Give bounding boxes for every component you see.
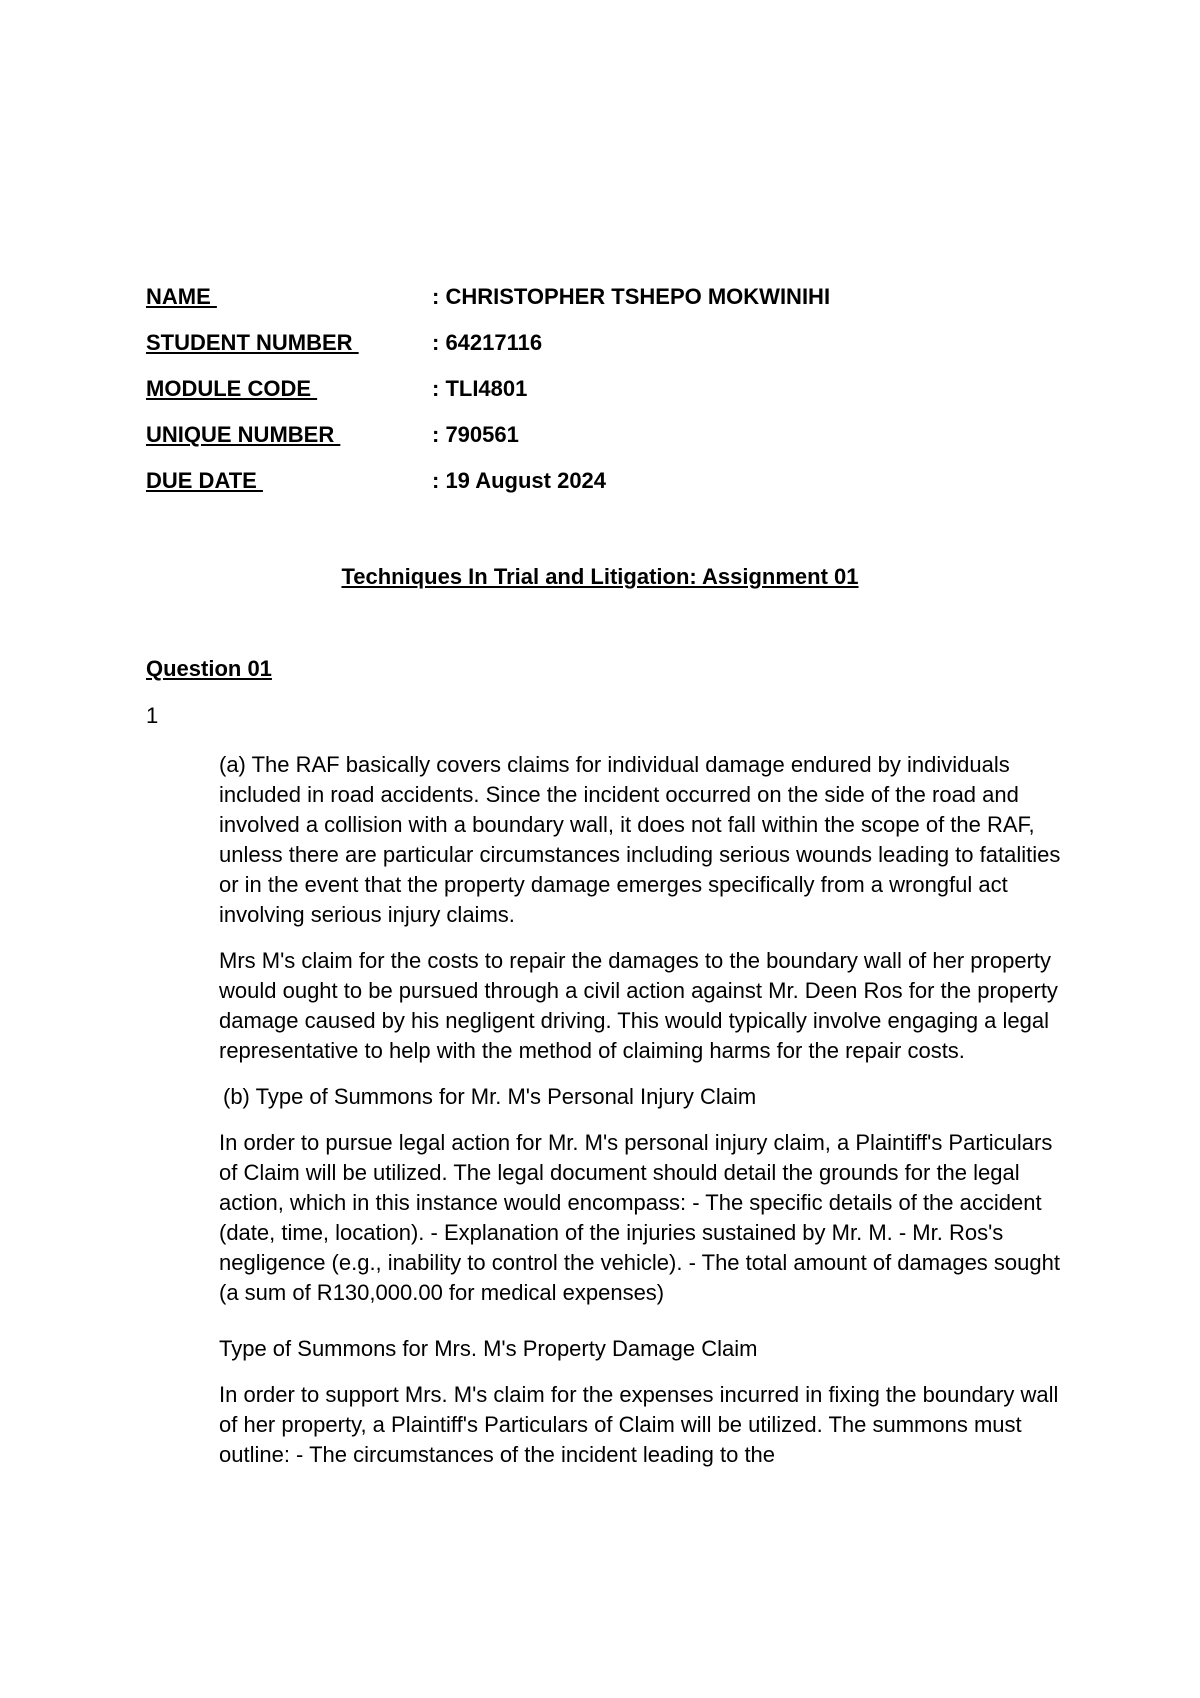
info-row-name — [146, 284, 830, 330]
part-b-paragraph-1: In order to pursue legal action for Mr. M's personal injury claim, a Plaintiff's Particulars of Claim will be utilized. The legal document should detail the grounds for the legal action, which in this instance would encompass: - The specific details of the accident (date, time, location). - Explanation of the injuries sustained by Mr. M. - Mr. Ros's negligence (e.g., inability to control the vehicle). - The total amount of damages sought (a sum of R130,000.00 for medical expenses) — [219, 1130, 1060, 1305]
part-a-paragraph-2: Mrs M's claim for the costs to repair the damages to the boundary wall of her property would ought to be pursued through a civil action against Mr. Deen Ros for the property damage caused by his negligent driving. This would typically involve engaging a legal representative to help with the method of claiming harms for the repair costs. — [219, 948, 1058, 1063]
due-date-label: DUE DATE — [146, 468, 263, 493]
property-damage-heading: Type of Summons for Mrs. M's Property Damage Claim — [219, 1336, 758, 1361]
info-row-student-number — [146, 330, 830, 376]
part-a-paragraph-1: (a) The RAF basically covers claims for individual damage endured by individuals included in road accidents. Since the incident occurred on the side of the road and involved a collision with a boundary wall, it does not fall within the scope of the RAF, unless there are particular circumstances including serious wounds leading to fatalities or in the event that the property damage emerges specifically from a wrongful act involving serious injury claims. — [219, 752, 1061, 927]
document-title: Techniques In Trial and Litigation: Assignment 01 — [341, 564, 859, 589]
student-number-value: : 64217116 — [432, 330, 543, 355]
unique-number-label: UNIQUE NUMBER — [146, 422, 341, 447]
info-row-unique-number — [146, 422, 830, 468]
property-damage-paragraph-1: In order to support Mrs. M's claim for the expenses incurred in fixing the boundary wall of her property, a Plaintiff's Particulars of Claim will be utilized. The summons must outline: - The circumstances of the incident leading to the — [219, 1382, 1059, 1467]
answer-body — [219, 750, 1069, 1486]
question-heading: Question 01 — [146, 656, 272, 681]
info-row-due-date — [146, 468, 830, 514]
info-row-module-code — [146, 376, 830, 422]
module-code-value: : TLI4801 — [432, 376, 528, 401]
part-b-heading: (b) Type of Summons for Mr. M's Personal Injury Claim — [223, 1084, 757, 1109]
name-value: : CHRISTOPHER TSHEPO MOKWINIHI — [432, 284, 831, 309]
question-number: 1 — [146, 703, 159, 728]
unique-number-value: : 790561 — [432, 422, 519, 447]
due-date-value: : 19 August 2024 — [432, 468, 607, 493]
student-info-table — [146, 284, 830, 514]
module-code-label: MODULE CODE — [146, 376, 318, 401]
student-number-label: STUDENT NUMBER — [146, 330, 359, 355]
name-label: NAME — [146, 284, 217, 309]
